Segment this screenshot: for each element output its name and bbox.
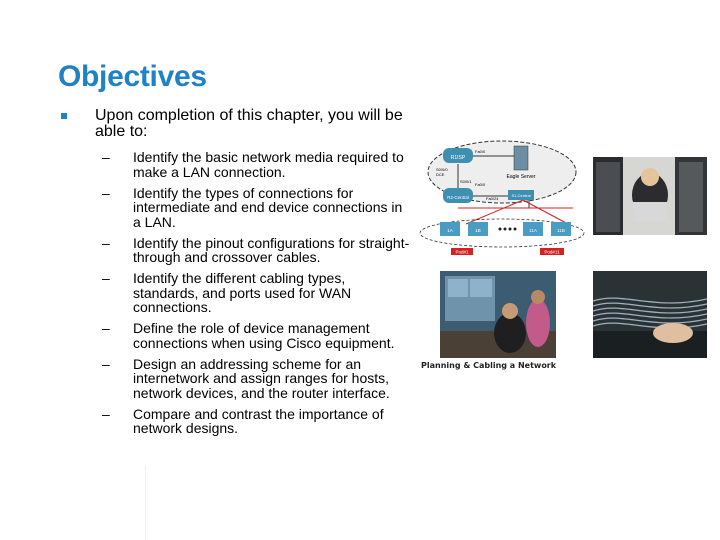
list-item — [58, 321, 410, 350]
switch-s1-icon — [508, 190, 534, 200]
router-r2-icon — [443, 188, 473, 203]
photo-students-at-desk — [440, 271, 556, 358]
dash-icon: – — [102, 355, 110, 372]
list-item-text: Design an addressing scheme for an internetwork and assign ranges for hosts, network devices, and the router interface. — [133, 355, 390, 401]
photo-patch-cables — [593, 271, 707, 358]
divider — [145, 465, 146, 540]
network-topology-diagram — [418, 138, 588, 262]
pc-label: 11B — [557, 228, 565, 233]
list-item — [58, 236, 410, 265]
objective-items — [58, 150, 410, 436]
dash-icon: – — [102, 405, 110, 422]
list-item — [58, 150, 410, 179]
square-bullet-icon — [61, 113, 67, 119]
dash-icon: – — [102, 234, 110, 251]
s1-label: S1-Central — [511, 193, 531, 198]
list-item-text: Identify the pinout configurations for straight-through and crossover cables. — [133, 234, 410, 265]
intro-bullet — [58, 108, 410, 140]
s001-label: S0/0/1 — [460, 179, 472, 184]
list-item-text: Identify the different cabling types, standards, and ports used for WAN connections. — [133, 270, 352, 315]
list-item — [58, 186, 410, 230]
fa00a-label: Fa0/0 — [475, 149, 486, 154]
pod1-label: Pod#1 — [455, 249, 469, 255]
pod11-label: Pod#11 — [544, 249, 560, 255]
photo-woman-at-rack — [593, 157, 707, 235]
pc-label: 1B — [475, 228, 481, 233]
s0-label: S0/0/0 — [436, 167, 448, 172]
dash-icon: – — [102, 184, 110, 201]
dce-label: DCE — [436, 172, 445, 177]
slide-title: Objectives — [58, 60, 207, 93]
ellipsis-dots-icon — [499, 228, 517, 231]
r1-label: R1ISP — [450, 155, 466, 161]
pc-11a-icon — [523, 222, 543, 236]
pc-label: 11A — [529, 228, 537, 233]
r2-label: R2-Central — [447, 195, 469, 200]
dash-icon: – — [102, 270, 110, 286]
list-item — [58, 357, 410, 401]
pc-11b-icon — [551, 222, 571, 236]
pod1-tag — [451, 248, 473, 255]
eagle-server-label: Eagle Server — [506, 174, 536, 180]
list-item-text: Compare and contrast the importance of network designs. — [133, 405, 384, 436]
list-item — [58, 271, 410, 315]
router-r1-icon — [443, 148, 473, 163]
intro-text: Upon completion of this chapter, you will be able to: — [95, 107, 403, 140]
figure-caption: Planning & Cabling a Network — [421, 361, 557, 370]
list-item-text: Identify the basic network media required to make a LAN connection. — [133, 149, 404, 180]
dash-icon: – — [102, 320, 110, 336]
pc-label: 1A — [447, 228, 453, 233]
fa024-label: Fa0/24 — [486, 196, 499, 201]
fa00b-label: Fa0/0 — [475, 182, 486, 187]
list-item — [58, 407, 410, 436]
objectives-list — [58, 108, 410, 442]
pc-1a-icon — [440, 222, 460, 236]
pod11-tag — [540, 248, 564, 255]
dash-icon: – — [102, 149, 110, 165]
list-item-text: Define the role of device management connections when using Cisco equipment. — [133, 320, 395, 351]
list-item-text: Identify the types of connections for intermediate and end device connections in a LAN. — [133, 184, 403, 230]
pc-1b-icon — [468, 222, 488, 236]
